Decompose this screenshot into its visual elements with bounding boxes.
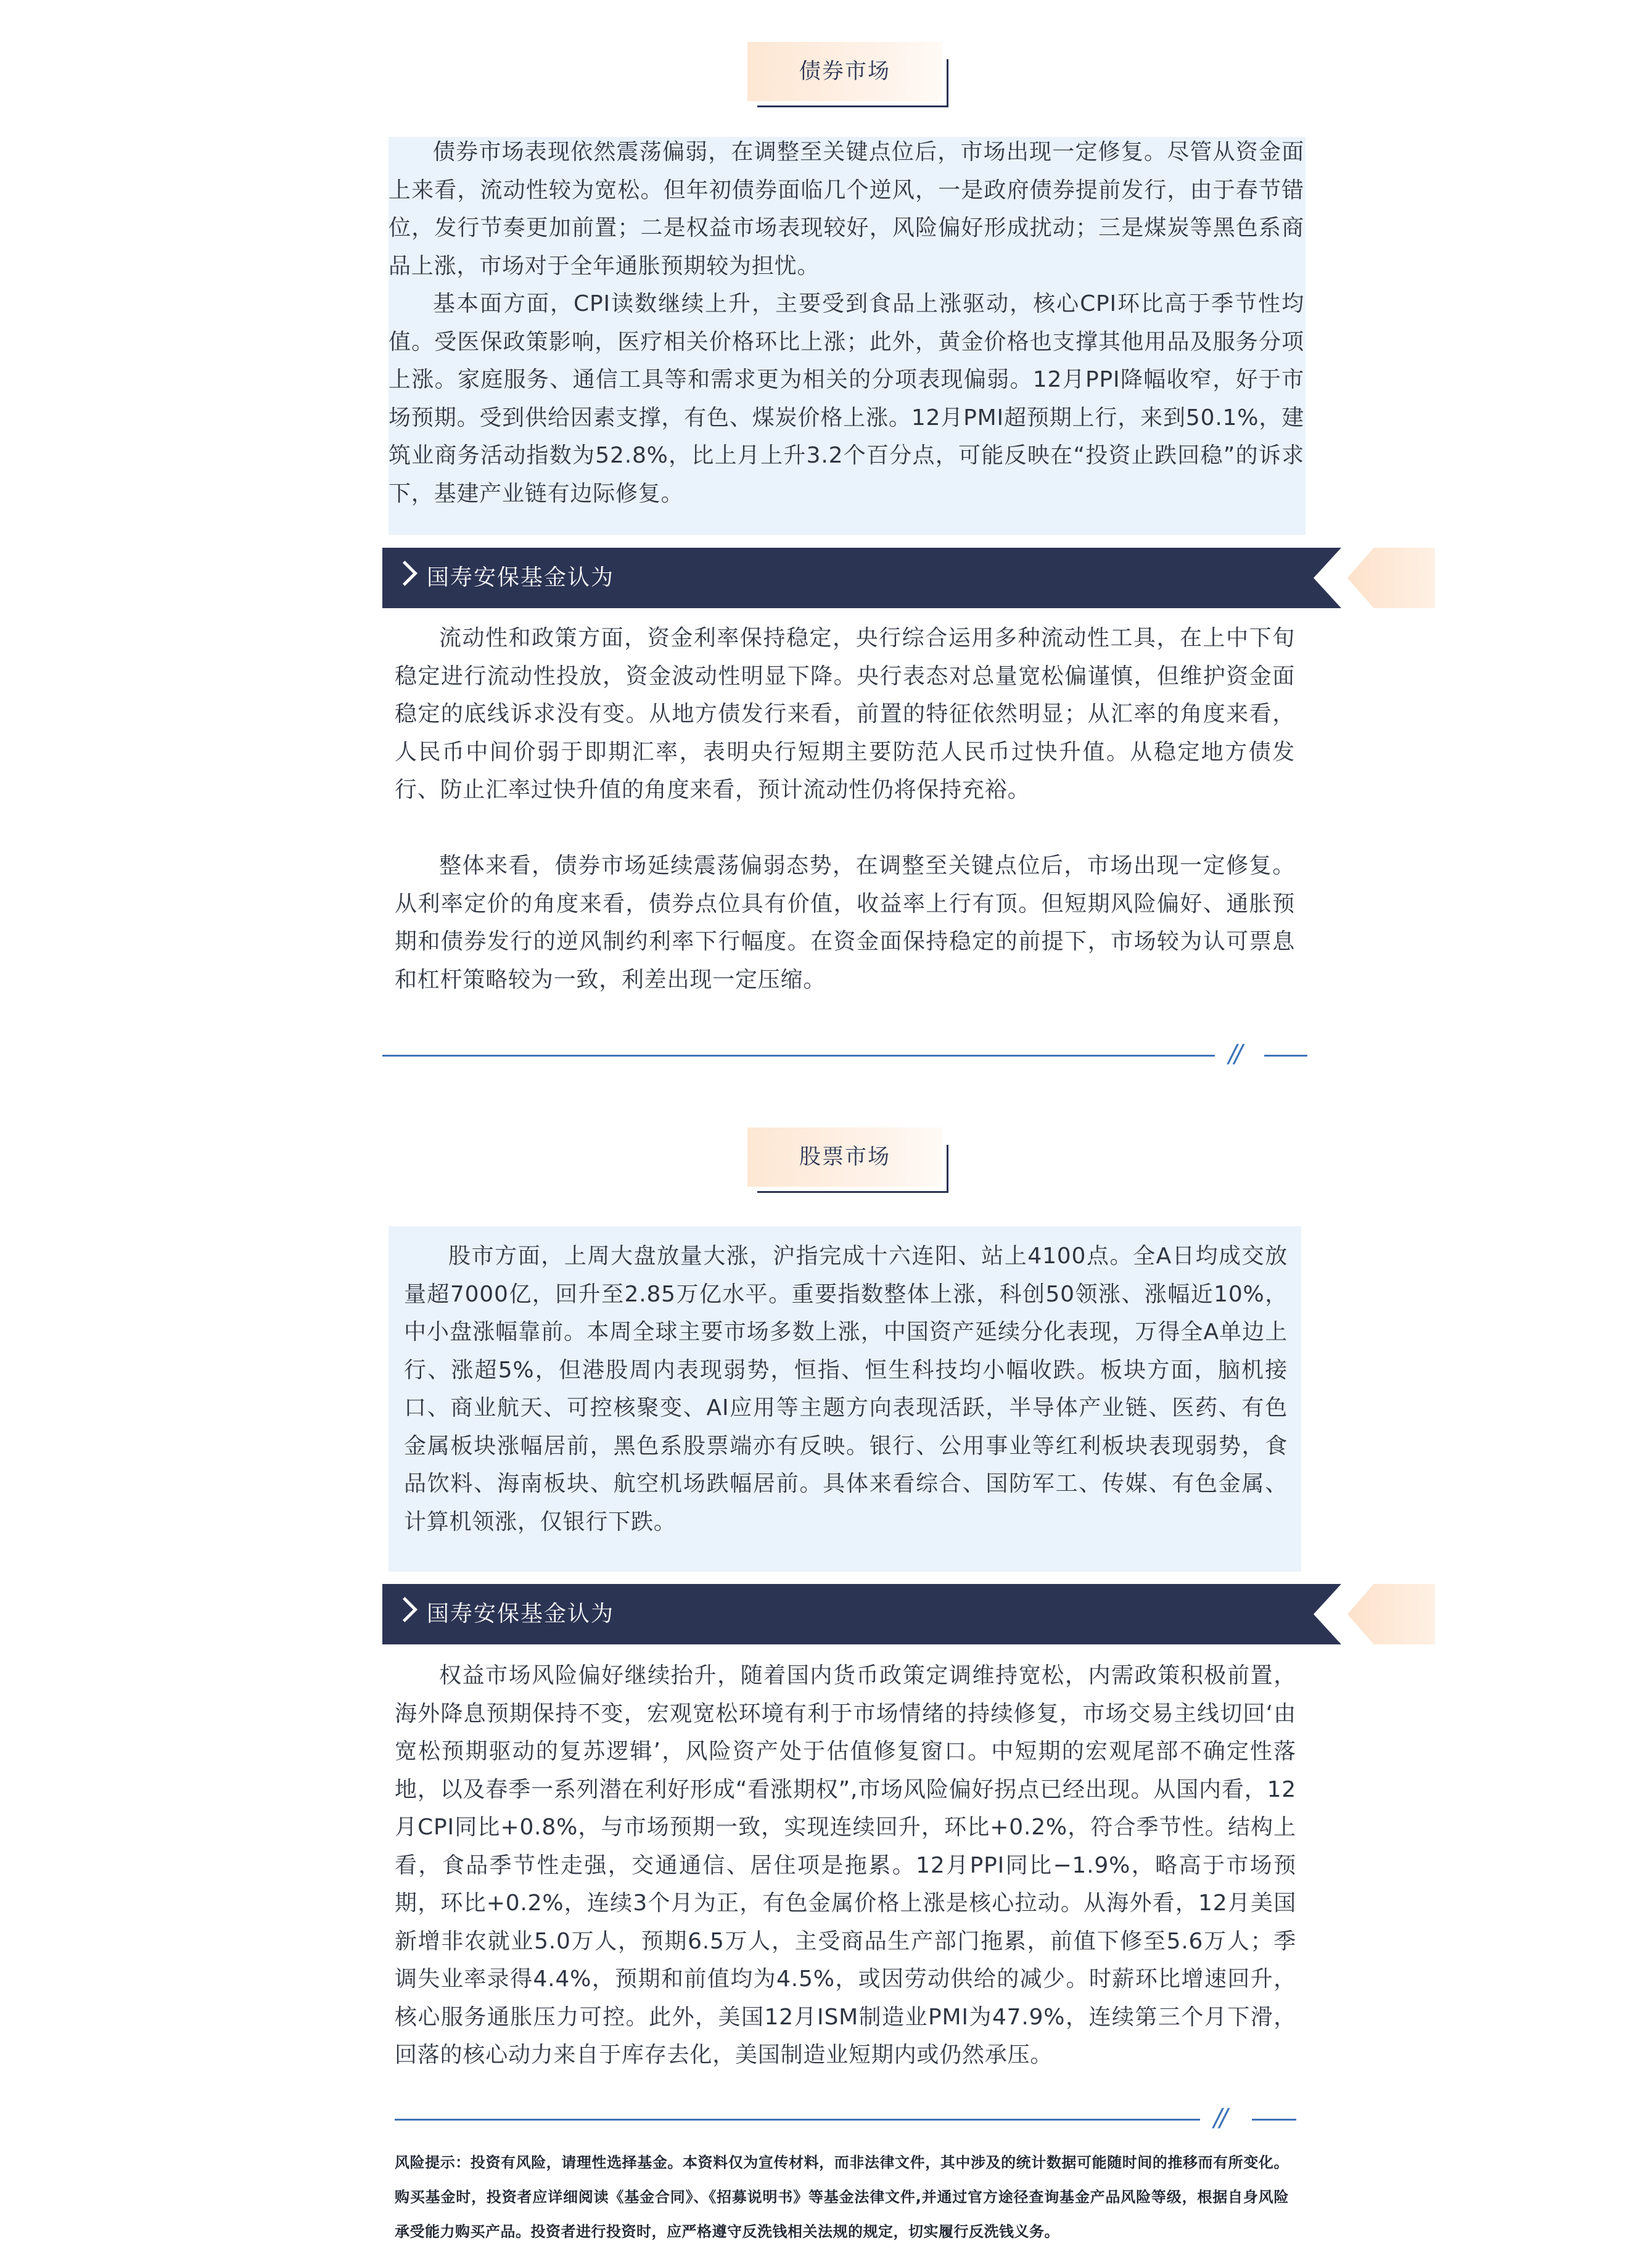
stock-section-title-badge xyxy=(747,1128,948,1193)
stock-summary-paragraph: 股市方面，上周大盘放量大涨，沪指完成十六连阳、站上4100点。全A日均成交放量超7000亿，回升至2.85万亿水平。重要指数整体上涨，科创50领涨、涨幅近10%，中小盘涨幅靠前。本周全球主要市场多数上涨，中国资产延续分化表现，万得全A单边上行、涨超5%，但港股周内表现弱势，恒指、恒生科技均小幅收跌。板块方面，脑机接口、商业航天、可控核聚变、AI应用等主题方向表现活跃，半导体产业链、医药、有色金属板块涨幅居前，黑色系股票端亦有反映。银行、公用事业等红利板块表现弱势，食品饮料、海南板块、航空机场跌幅居前。具体来看综合、国防军工、传媒、有色金属、计算机领涨，仅银行下跌。 xyxy=(404,1243,1288,1535)
stock-view-paragraph: 权益市场风险偏好继续抬升，随着国内货币政策定调维持宽松，内需政策积极前置，海外降息预期保持不变，宏观宽松环境有利于市场情绪的持续修复，市场交易主线切回‘由宽松预期驱动的复苏逻辑’，风险资产处于估值修复窗口。中短期的宏观尾部不确定性落地，以及春季一系列潜在利好形成“看涨期权”,市场风险偏好拐点已经出现。从国内看，12月CPI同比+0.8%，与市场预期一致，实现连续回升，环比+0.2%，符合季节性。结构上看，食品季节性走强，交通通信、居住项是拖累。12月PPI同比−1.9%，略高于市场预期，环比+0.2%，连续3个月为正，有色金属价格上涨是核心拉动。从海外看，12月美国新增非农就业5.0万人，预期6.5万人，主受商品生产部门拖累，前值下修至5.6万人；季调失业率录得4.4%，预期和前值均为4.5%，或因劳动供给的减少。时薪环比增速回升，核心服务通胀压力可控。此外，美国12月ISM制造业PMI为47.9%，连续第三个月下滑，回落的核心动力来自于库存去化，美国制造业短期内或仍然承压。 xyxy=(395,1663,1296,2068)
risk-notice: 风险提示：投资有风险，请理性选择基金。本资料仅为宣传材料，而非法律文件，其中涉及的统计数据可能随时间的推移而有所变化。购买基金时，投资者应详细阅读《基金合同》、《招募说明书》等基金法律文件,并通过官方途径查询基金产品风险等级，根据自身风险承受能力购买产品。投资者进行投资时，应严格遵守反洗钱相关法规的规定，切实履行反洗钱义务。 xyxy=(395,2154,1289,2240)
bond-view-paragraph-overall: 整体来看，债券市场延续震荡偏弱态势，在调整至关键点位后，市场出现一定修复。从利率定价的角度来看，债券点位具有价值，收益率上行有顶。但短期风险偏好、通胀预期和债券发行的逆风制约利率下行幅度。在资金面保持稳定的前提下，市场较为认可票息和杠杆策略较为一致，利差出现一定压缩。 xyxy=(395,853,1295,992)
divider-slash-mark: // xyxy=(1214,2104,1225,2132)
bond-section-title-badge xyxy=(747,42,948,107)
bond-section-title: 债券市场 xyxy=(799,59,890,84)
bond-view-title: 国寿安保基金认为 xyxy=(427,565,615,590)
bond-view-paragraph-liquidity: 流动性和政策方面，资金利率保持稳定，央行综合运用多种流动性工具，在上中下旬稳定进行流动性投放，资金波动性明显下降。央行表态对总量宽松偏谨慎，但维护资金面稳定的底线诉求没有变。从地方债发行来看，前置的特征依然明显；从汇率的角度来看，人民币中间价弱于即期汇率，表明央行短期主要防范人民币过快升值。从稳定地方债发行、防止汇率过快升值的角度来看，预计流动性仍将保持充裕。 xyxy=(395,625,1295,802)
divider-slash-mark: // xyxy=(1228,1040,1240,1068)
stock-view-header xyxy=(382,1584,1437,1644)
bond-fundamentals-paragraph: 基本面方面，CPI读数继续上升，主要受到食品上涨驱动，核心CPI环比高于季节性均值。受医保政策影响，医疗相关价格环比上涨；此外，黄金价格也支撑其他用品及服务分项上涨。家庭服务、通信工具等和需求更为相关的分项表现偏弱。12月PPI降幅收窄，好于市场预期。受到供给因素支撑，有色、煤炭价格上涨。12月PMI超预期上行，来到50.1%，建筑业商务活动指数为52.8%，比上月上升3.2个百分点，可能反映在“投资止跌回稳”的诉求下，基建产业链有边际修复。 xyxy=(389,291,1304,506)
stock-section-title: 股票市场 xyxy=(799,1145,890,1169)
bond-view-header xyxy=(382,548,1437,608)
stock-view-title: 国寿安保基金认为 xyxy=(427,1601,615,1627)
bond-summary-paragraph: 债券市场表现依然震荡偏弱，在调整至关键点位后，市场出现一定修复。尽管从资金面上来看，流动性较为宽松。但年初债券面临几个逆风，一是政府债券提前发行，由于春节错位，发行节奏更加前置；二是权益市场表现较好，风险偏好形成扰动；三是煤炭等黑色系商品上涨，市场对于全年通胀预期较为担忧。 xyxy=(389,139,1304,279)
